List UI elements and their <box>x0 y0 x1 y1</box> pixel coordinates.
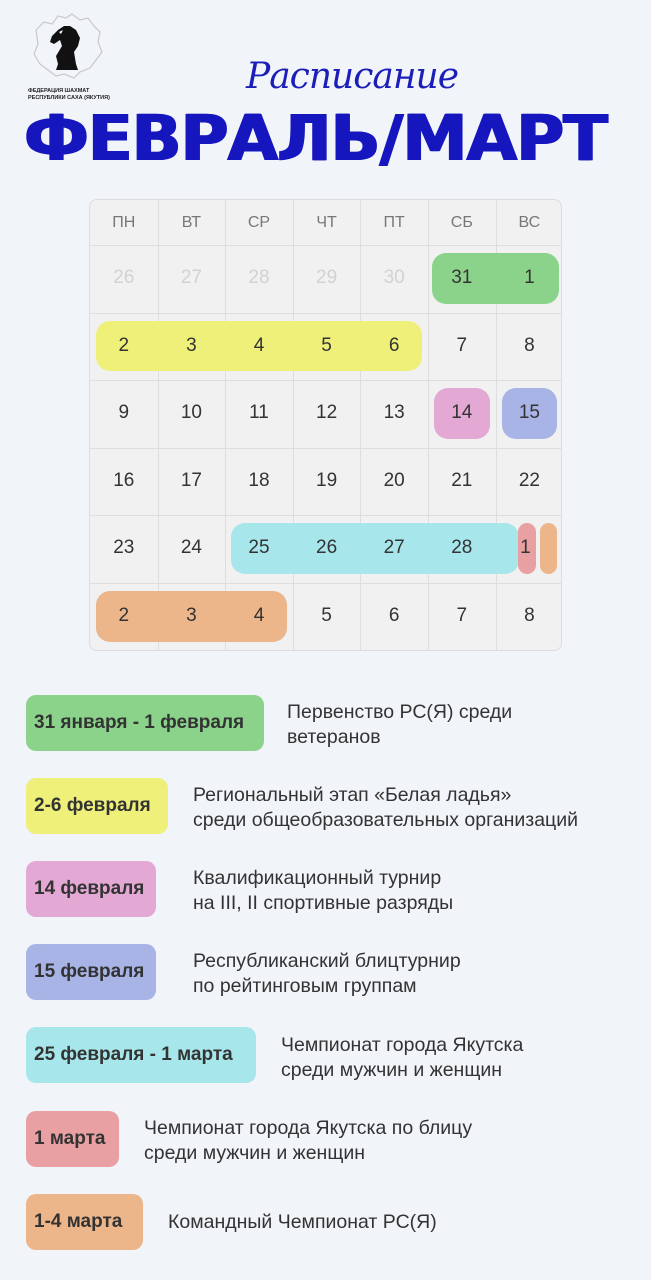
event-description-line: на III, II спортивные разряды <box>193 892 454 914</box>
event-description <box>144 1116 472 1166</box>
calendar-day: 30 <box>383 267 405 288</box>
event-description <box>168 1210 437 1235</box>
event-date-badge: 31 января - 1 февраля <box>26 695 264 751</box>
calendar <box>89 199 562 651</box>
calendar-day: 15 <box>518 402 540 424</box>
calendar-day: 8 <box>524 605 535 626</box>
calendar-day: 7 <box>456 605 468 626</box>
calendar-day: 2 <box>118 334 130 356</box>
event-description-line: по рейтинговым группам <box>193 975 417 997</box>
calendar-day: 8 <box>524 334 535 356</box>
event-description-line: Чемпионат города Якутска <box>281 1034 524 1056</box>
page-title: ФЕВРАЛЬ/МАРТ <box>24 102 607 175</box>
knight-map-icon <box>30 12 104 80</box>
calendar-day: 5 <box>321 334 332 356</box>
weekday-header: ЧТ <box>316 214 337 231</box>
calendar-day: 27 <box>383 537 405 559</box>
event-date-badge: 2-6 февраля <box>26 778 168 834</box>
weekday-header: СБ <box>450 214 473 231</box>
event-description <box>281 1033 523 1083</box>
grid-line <box>90 448 561 449</box>
logo-line: РЕСПУБЛИКИ САХА (ЯКУТИЯ) <box>28 95 110 101</box>
calendar-day: 3 <box>186 334 197 356</box>
calendar-day: 19 <box>316 469 338 491</box>
event-description-line: Командный Чемпионат РС(Я) <box>168 1211 437 1233</box>
calendar-day: 17 <box>180 469 202 491</box>
event-date-badge: 1-4 марта <box>26 1194 143 1250</box>
event-date-badge: 25 февраля - 1 марта <box>26 1027 256 1083</box>
calendar-day: 14 <box>451 402 473 424</box>
calendar-day: 11 <box>249 402 269 424</box>
weekday-header: ВТ <box>181 214 202 231</box>
weekday-header: ВС <box>518 214 541 231</box>
event-description <box>193 866 453 916</box>
event-description-line: среди мужчин и женщин <box>144 1142 366 1164</box>
calendar-day: 21 <box>451 469 473 491</box>
event-description <box>287 700 512 750</box>
calendar-day: 27 <box>180 267 202 288</box>
calendar-day: 28 <box>451 537 473 559</box>
federation-logo <box>28 10 108 100</box>
event-description <box>193 949 461 999</box>
logo-caption <box>28 88 112 102</box>
calendar-day: 10 <box>180 402 202 424</box>
grid-line <box>90 583 561 584</box>
calendar-day: 18 <box>248 469 270 491</box>
event-description-line: Республиканский блицтурнир <box>193 950 461 972</box>
calendar-day: 29 <box>316 267 338 288</box>
calendar-day: 6 <box>388 605 400 626</box>
calendar-day: 28 <box>248 267 270 288</box>
event-description-line: Первенство РС(Я) среди <box>287 701 513 723</box>
event-description-line: Квалификационный турнир <box>193 867 442 889</box>
event-description-line: ветеранов <box>287 726 381 748</box>
grid-line <box>90 380 561 381</box>
logo-line: ФЕДЕРАЦИЯ ШАХМАТ <box>28 88 90 94</box>
calendar-day: 22 <box>518 469 540 491</box>
calendar-day: 1 <box>524 267 535 288</box>
calendar-day: 20 <box>383 469 405 491</box>
calendar-day: 23 <box>113 537 135 559</box>
weekday-header: СР <box>247 214 271 231</box>
calendar-day: 13 <box>383 402 405 424</box>
weekday-header: ПН <box>112 214 136 231</box>
event-date-badge: 14 февраля <box>26 861 156 917</box>
calendar-day: 12 <box>316 402 338 424</box>
calendar-day: 1 <box>520 537 531 559</box>
calendar-day: 2 <box>118 605 130 626</box>
weekday-header: ПТ <box>383 214 405 231</box>
event-description <box>193 783 578 833</box>
calendar-day: 31 <box>451 267 473 288</box>
calendar-day: 24 <box>180 537 202 559</box>
event-description-line: среди мужчин и женщин <box>281 1059 503 1081</box>
calendar-day: 25 <box>248 537 270 559</box>
grid-line <box>90 515 561 516</box>
calendar-day: 16 <box>113 469 135 491</box>
calendar-day: 7 <box>456 334 468 356</box>
calendar-day: 26 <box>113 267 135 288</box>
event-description-line: Региональный этап «Белая ладья» <box>193 784 512 806</box>
event-description-line: Чемпионат города Якутска по блицу <box>144 1117 473 1139</box>
calendar-day: 9 <box>118 402 130 424</box>
event-date-badge: 1 марта <box>26 1111 119 1167</box>
calendar-day: 26 <box>316 537 338 559</box>
grid-line <box>90 313 561 314</box>
event-date-badge: 15 февраля <box>26 944 156 1000</box>
calendar-day: 4 <box>253 334 265 356</box>
page-subtitle: Расписание <box>246 56 459 97</box>
calendar-day: 6 <box>388 334 400 356</box>
calendar-day: 3 <box>186 605 197 626</box>
event-description-line: среди общеобразовательных организаций <box>193 809 579 831</box>
calendar-day: 5 <box>321 605 332 626</box>
grid-line <box>90 245 561 246</box>
calendar-day: 4 <box>253 605 265 626</box>
